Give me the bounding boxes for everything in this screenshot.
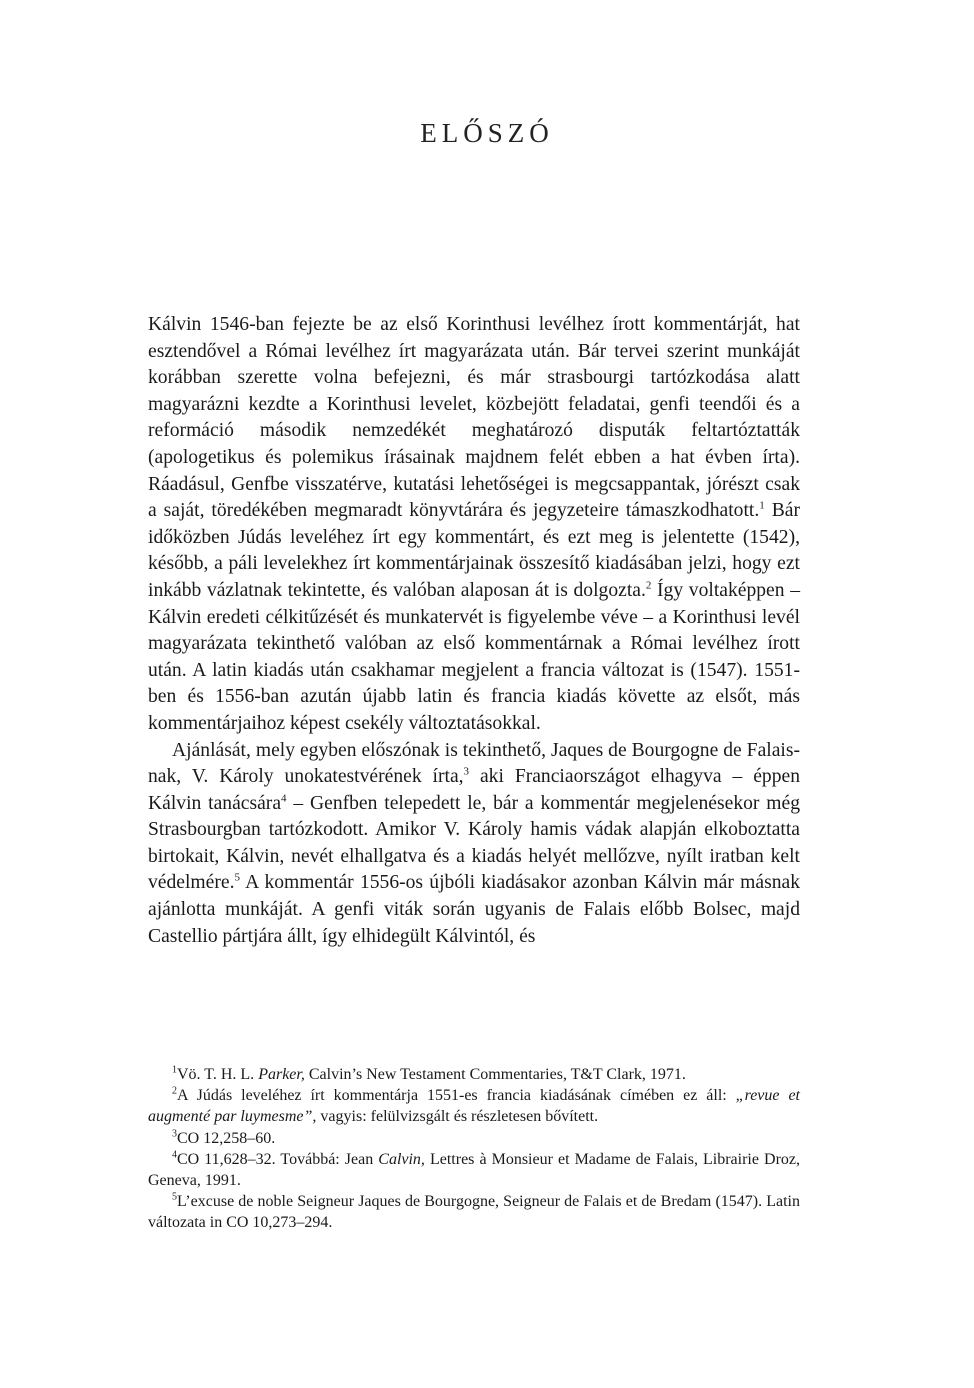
- footnote-number: 1: [172, 1064, 177, 1076]
- footnote-number: 5: [172, 1191, 177, 1203]
- footnote-ref-2: 2: [645, 579, 652, 592]
- footnote-text: A Júdás leveléhez írt kommentárja 1551-es francia kiadásának címében ez áll:: [177, 1087, 736, 1105]
- footnote-text: Calvin’s New Testament Commentaries, T&T Clark, 1971.: [304, 1066, 686, 1083]
- footnote-text: CO 12,258–60.: [177, 1129, 276, 1147]
- paragraph-2-text-c: – Genfben telepedett le, bár a kommentár megjelenésekor még Strasbourgban tartózkodott. Amikor V. Károly hamis vádak alapján elkoboztatta birtokait, Kálvin, nevét elhallgatva és a kiadás helyét mellőzve, nyílt iratban kelt védelmére.: [148, 792, 800, 894]
- paragraph-2-text-b: aki Franciaországot elhagyva – éppen Kálvin tanácsára: [148, 766, 800, 814]
- footnote-5: [148, 1191, 800, 1233]
- footnote-text: vagyis: felülvizsgált és részletesen bővített.: [316, 1108, 599, 1126]
- footnote-4: [148, 1149, 800, 1191]
- paragraph-2: [148, 738, 800, 951]
- footnotes: [148, 1064, 800, 1234]
- footnote-emphasis: Parker,: [258, 1066, 305, 1083]
- footnote-emphasis: Calvin,: [378, 1150, 425, 1168]
- main-text: [148, 312, 800, 950]
- footnote-text: CO 11,628–32. Továbbá: Jean: [177, 1150, 379, 1168]
- footnote-text: L’excuse de noble Seigneur Jaques de Bourgogne, Seigneur de Falais et de Bredam (1547). Latin változata in CO 10,273–294.: [148, 1193, 800, 1232]
- footnote-ref-3: 3: [463, 765, 470, 778]
- footnote-emphasis: „revue et augmenté par luymesme”,: [148, 1087, 801, 1126]
- footnote-1: [148, 1064, 800, 1085]
- footnote-ref-1: 1: [759, 499, 765, 512]
- footnote-number: 4: [172, 1149, 177, 1161]
- paragraph-1: [148, 312, 800, 738]
- paragraph-2-text-d: A kommentár 1556-os újbóli kiadásakor azonban Kálvin már másnak ajánlotta munkáját. A genfi viták során ugyanis de Falais előbb Bolsec, majd Castellio pártjára állt, így elhidegült Kálvintól, és: [148, 872, 800, 947]
- footnote-number: 2: [172, 1085, 177, 1097]
- footnote-ref-5: 5: [234, 871, 240, 884]
- footnote-3: [148, 1128, 800, 1149]
- paragraph-1-text-c: Így voltaképpen – Kálvin eredeti célkitűzését és munkatervét is figyelembe véve – a Korinthusi levél magyarázata tekinthető valóban az első kommentárnak a Római levélhez írott után. A latin kiadás után csakhamar megjelent a francia változat is (1547). 1551-ben és 1556-ban azután újabb latin és francia kiadás követte az elsőt, más kommentárjaihoz képest csekély változtatásokkal.: [148, 579, 800, 734]
- footnote-text: Lettres à Monsieur et Madame de Falais, Librairie Droz, Geneva, 1991.: [148, 1150, 800, 1190]
- footnote-ref-4: 4: [281, 792, 287, 805]
- footnote-number: 3: [172, 1128, 177, 1140]
- paragraph-1-text-a: Kálvin 1546-ban fejezte be az első Korinthusi levélhez írott kommentárját, hat esztendővel a Római levélhez írt magyarázata után. Bár tervei szerint munkáját korábban szerette volna befejezni, és már strasbourgi tartózkodása alatt magyarázni kezdte a Korinthusi levelet, közbejött feladatai, genfi teendői és a reformáció második nemzedékét meghatározó disputák feltartóztatták (apologetikus és polemikus írásainak majdnem felét ebben a hat évben írta). Ráadásul, Genfbe visszatérve, kutatási lehetőségei is megcsappantak, jórészt csak a saját, töredékében megmaradt könyvtárára és jegyzeteire támaszkodhatott.: [148, 314, 800, 522]
- page-title: ELŐSZÓ: [420, 118, 554, 148]
- paragraph-1-text-b: Bár időközben Júdás leveléhez írt egy kommentárt, és ezt meg is jelentette (1542), később, a páli levelekhez írt kommentárjainak összesítő kiadásában jelzi, hogy ezt inkább vázlatnak tekintette, és valóban alaposan át is dolgozta.: [148, 500, 800, 601]
- footnote-text: Vö. T. H. L.: [177, 1066, 259, 1083]
- footnote-2: [148, 1085, 800, 1127]
- paragraph-2-text-a: Ajánlását, mely egyben előszónak is tekinthető, Jaques de Bourgogne de Falais-nak, V. Károly unokatestvérének írta,: [148, 739, 800, 788]
